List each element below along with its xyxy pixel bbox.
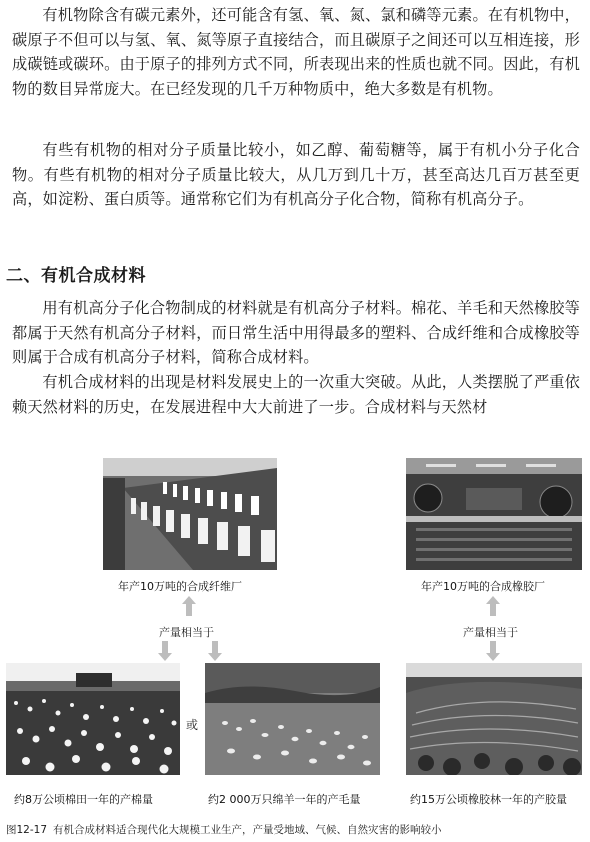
paragraph-organic-compounds: 有机物除含有碳元素外，还可能含有氢、氧、氮、氯和磷等元素。在有机物中，碳原子不但可以与氢、氧、氮等原子直接结合，而且碳原子之间还可以互相连接，形成碳链或碳环。由于原子的排列方式不同，所表现出来的性质也就不同。因此，有机物的数目异常庞大。在已经发现的几千万种物质中，绝大多数是有机物。 <box>12 6 580 98</box>
figure-caption <box>6 822 442 837</box>
forest-caption: 约15万公顷橡胶林一年的产胶量 <box>410 793 567 806</box>
cotton-caption: 约8万公顷棉田一年的产棉量 <box>14 793 153 806</box>
figure-caption-text: 有机合成材料适合现代化大规模工业生产，产量受地域、气候、自然灾害的影响较小 <box>53 824 442 836</box>
or-label: 或 <box>186 718 199 732</box>
rubber-forest-photo <box>406 663 582 775</box>
arrow-up-rubber-icon <box>486 596 500 616</box>
figure-number: 图12-17 <box>6 824 48 836</box>
cotton-field-photo <box>6 663 180 775</box>
arrow-down-cotton-icon <box>158 641 172 661</box>
fiber-plant-photo <box>103 458 277 570</box>
sheep-caption: 约2 000万只绵羊一年的产毛量 <box>208 793 361 806</box>
rubber-plant-photo <box>406 458 582 570</box>
section-heading: 二、有机合成材料 <box>6 266 146 286</box>
paragraph-polymer-materials: 用有机高分子化合物制成的材料就是有机高分子材料。棉花、羊毛和天然橡胶等都属于天然有机高分子材料，而日常生活中用得最多的塑料、合成纤维和合成橡胶等则属于合成有机高分子材料，简称合成材料。 <box>12 299 580 366</box>
arrow-down-forest-icon <box>486 641 500 661</box>
equivalent-label-right: 产量相当于 <box>463 626 518 639</box>
sheep-photo <box>205 663 380 775</box>
rubber-plant-caption: 年产10万吨的合成橡胶厂 <box>421 580 545 593</box>
arrow-down-sheep-icon <box>208 641 222 661</box>
arrow-up-fiber-icon <box>182 596 196 616</box>
fiber-plant-caption: 年产10万吨的合成纤维厂 <box>118 580 242 593</box>
paragraph-synthetic-breakthrough: 有机合成材料的出现是材料发展史上的一次重大突破。从此，人类摆脱了严重依赖天然材料的历史，在发展进程中大大前进了一步。合成材料与天然材 <box>12 373 580 416</box>
equivalent-label-left: 产量相当于 <box>159 626 214 639</box>
paragraph-molecular-mass: 有些有机物的相对分子质量比较小，如乙醇、葡萄糖等，属于有机小分子化合物。有些有机物的相对分子质量比较大，从几万到几十万，甚至高达几百万甚至更高，如淀粉、蛋白质等。通常称它们为有机高分子化合物，简称有机高分子。 <box>12 141 580 208</box>
